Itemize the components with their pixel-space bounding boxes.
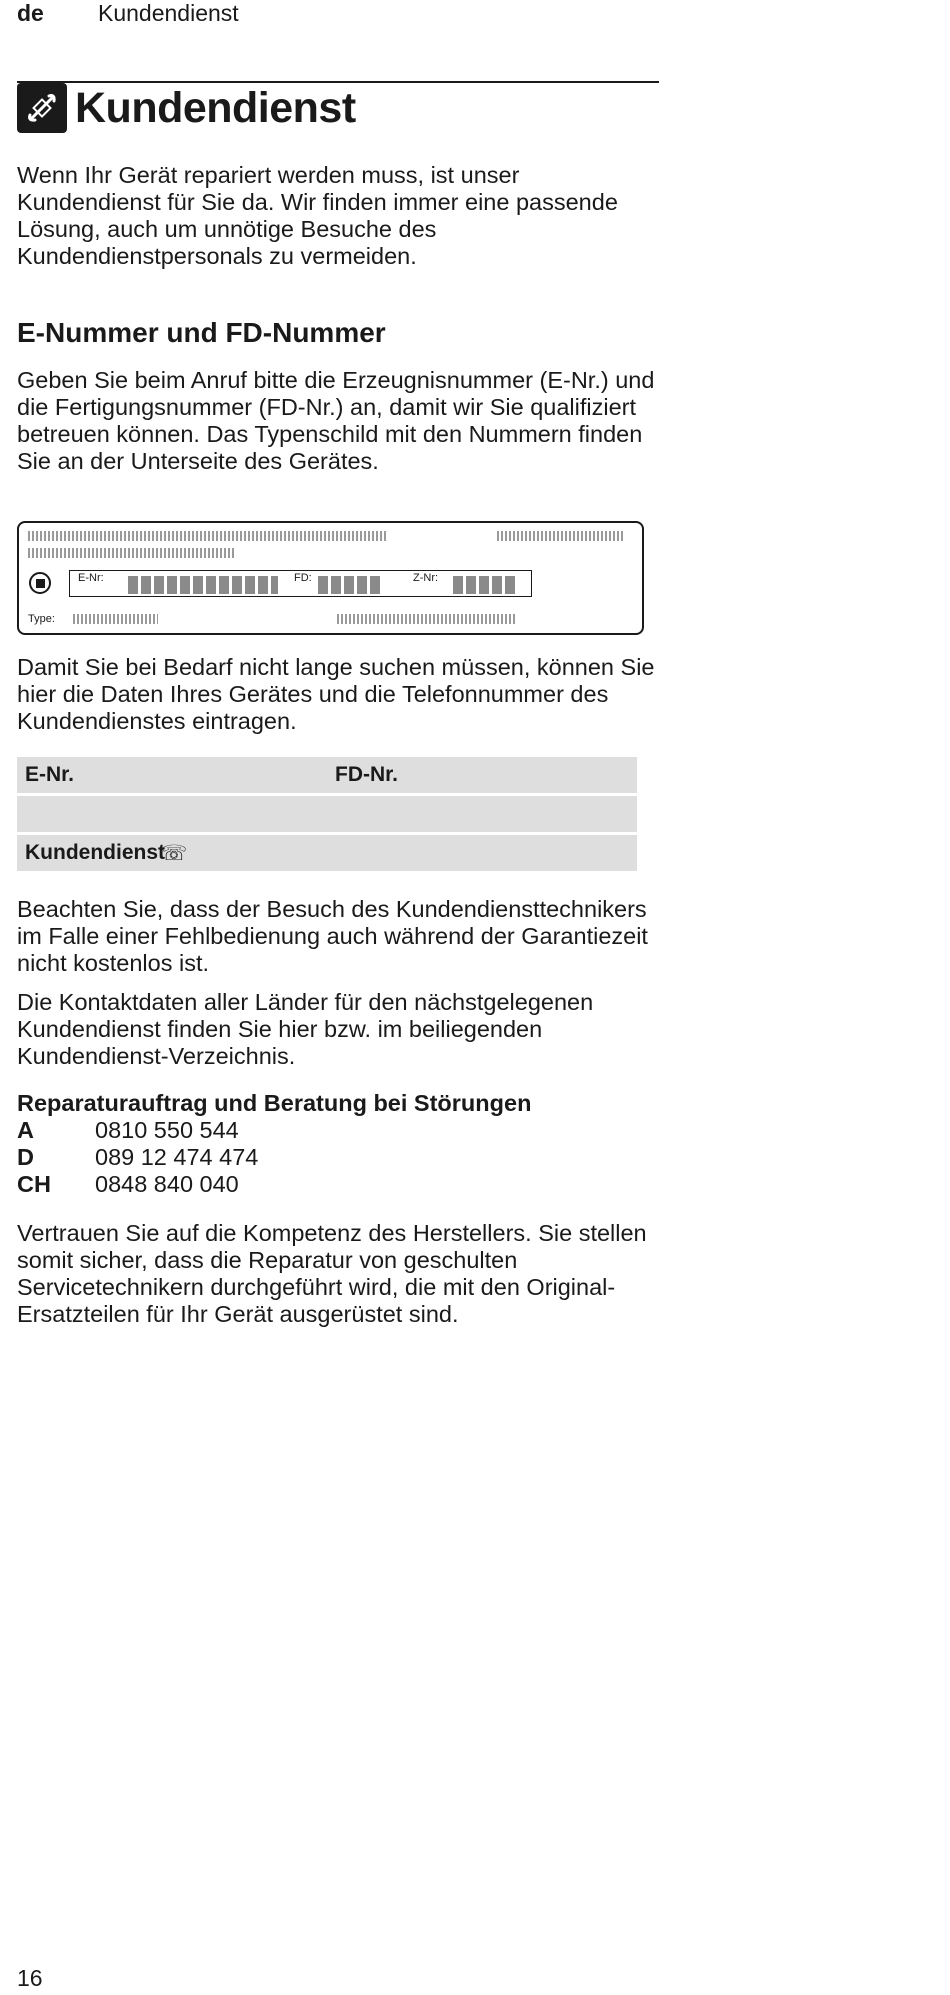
intro-paragraph: Wenn Ihr Gerät repariert werden muss, ist unser Kundendienst für Sie da. Wir finden immer eine passende Lösung, auch um unnötige Besuche des Kundendienstpersonals zu vermeiden. (17, 162, 618, 269)
plate-znr-label: Z-Nr: (413, 572, 439, 584)
phone-number: 0810 550 544 (95, 1117, 239, 1143)
plate-text-bar (337, 614, 517, 624)
plate-text-bar (28, 531, 388, 541)
phone-number: 0848 840 040 (95, 1171, 239, 1197)
form-enr-label: E-Nr. (25, 763, 75, 786)
country-code: D (17, 1144, 34, 1170)
page-number: 16 (17, 1965, 43, 1991)
plate-fd-label: FD: (294, 572, 312, 584)
plate-type-value (73, 614, 158, 624)
telephone-icon: ☏ (161, 842, 188, 865)
page-title-block (17, 82, 356, 134)
repair-heading: Reparaturauftrag und Beratung bei Störungen (17, 1090, 532, 1116)
plate-text-bar (28, 548, 236, 558)
plate-text-bar (497, 531, 625, 541)
warranty-paragraph: Beachten Sie, dass der Besuch des Kundendiensttechnikers im Falle einer Fehlbedienung auch während der Garantiezeit nicht kostenlos ist. (17, 896, 648, 976)
brand-logo-icon (29, 572, 51, 594)
type-plate-illustration (17, 521, 644, 635)
country-code: A (17, 1117, 34, 1143)
page-title: Kundendienst (75, 83, 356, 132)
form-row-blank (17, 796, 637, 835)
form-row-numbers (17, 757, 637, 796)
form-fdnr-label: FD-Nr. (335, 763, 398, 786)
header-language: de (17, 0, 44, 26)
phone-row (17, 1117, 531, 1144)
numbers-paragraph: Geben Sie beim Anruf bitte die Erzeugnisnummer (E-Nr.) und die Fertigungsnummer (FD-Nr.) an, damit wir Sie qualifiziert betreuen können. Das Typenschild mit den Nummern finden Sie an der Unterseite des Gerätes. (17, 367, 655, 474)
phone-handset-icon (17, 83, 67, 133)
trust-paragraph: Vertrauen Sie auf die Kompetenz des Herstellers. Sie stellen somit sicher, dass die Reparatur von geschulten Servicetechnikern durchgeführt wird, die mit den Original-Ersatzteilen für Ihr Gerät ausgerüstet sind. (17, 1220, 647, 1327)
plate-number-box (69, 570, 532, 597)
plate-fd-value (318, 576, 380, 594)
plate-enr-value (128, 576, 278, 594)
phone-row (17, 1144, 531, 1171)
country-code: CH (17, 1171, 51, 1197)
plate-enr-label: E-Nr: (78, 572, 104, 584)
repair-contacts (17, 1090, 531, 1198)
phone-row (17, 1171, 531, 1198)
numbers-heading: E-Nummer und FD-Nummer (17, 317, 386, 348)
phone-number: 089 12 474 474 (95, 1144, 259, 1170)
plate-znr-value (453, 576, 515, 594)
form-service-label: Kundendienst (25, 841, 165, 864)
device-data-form (17, 757, 637, 874)
plate-type-label: Type: (28, 613, 55, 625)
contact-paragraph: Die Kontaktdaten aller Länder für den nächstgelegenen Kundendienst finden Sie hier bzw. im beiliegenden Kundendienst-Verzeichnis. (17, 989, 594, 1069)
form-row-service (17, 835, 637, 874)
note-paragraph: Damit Sie bei Bedarf nicht lange suchen müssen, können Sie hier die Daten Ihres Gerätes und die Telefonnummer des Kundendienstes eintragen. (17, 654, 655, 734)
header-section-title: Kundendienst (98, 0, 239, 26)
